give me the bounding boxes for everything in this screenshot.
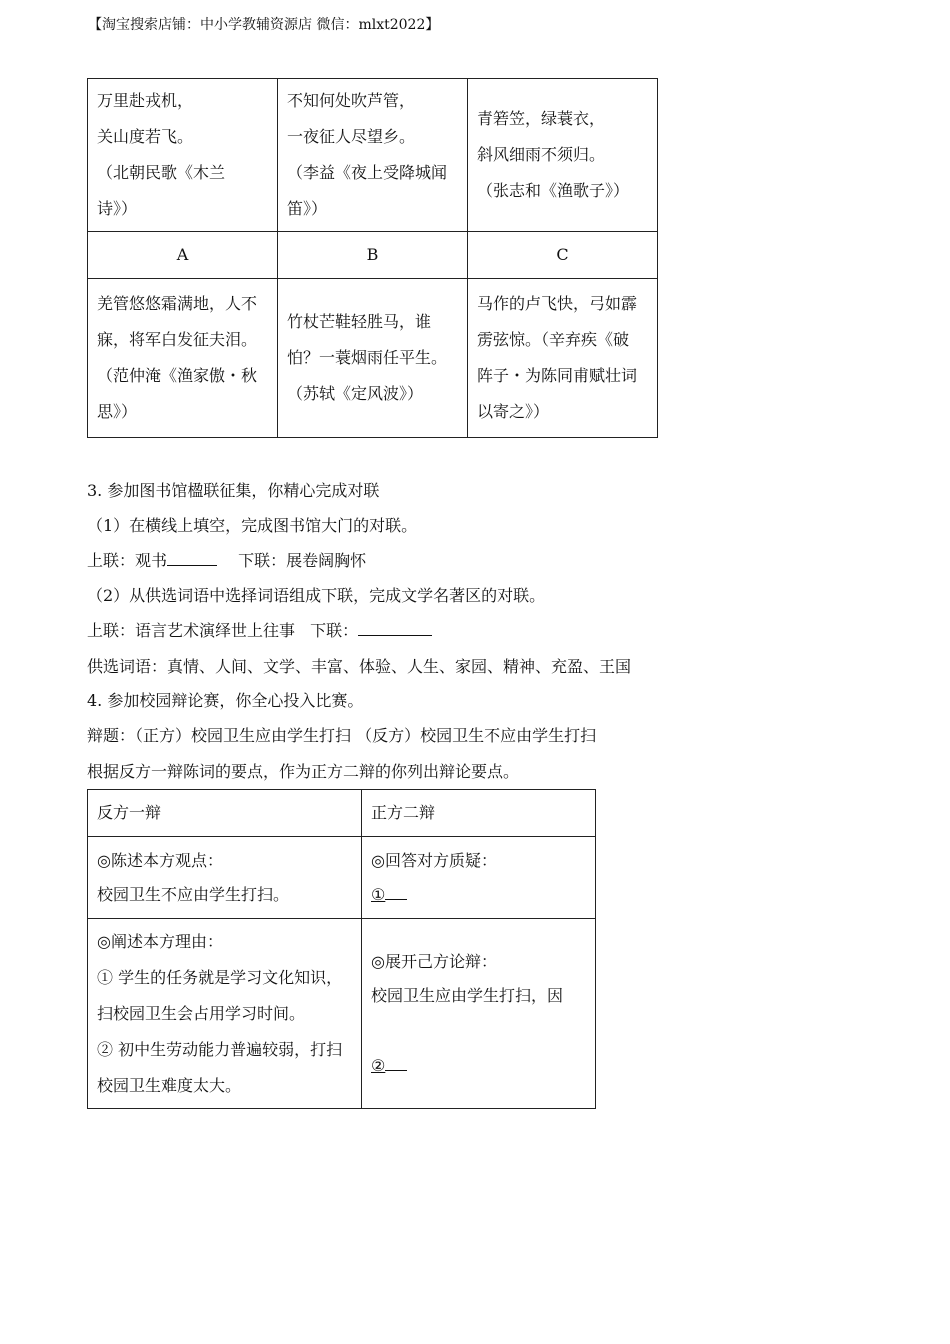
poem-cell-d <box>88 279 278 438</box>
debate-table <box>87 789 596 1109</box>
cell-line: 校园卫生应由学生打扫，因 <box>371 985 564 1005</box>
poem-line: 雳弦惊。（辛弃疾《破 <box>477 330 630 349</box>
lower-couplet: 下联：展卷阔胸怀 <box>238 551 367 570</box>
poem-cell-c <box>468 79 658 232</box>
poem-cell-b <box>278 79 468 232</box>
header-banner: 【淘宝搜索店铺：中小学教辅资源店 微信：mlxt2022】 <box>88 17 440 33</box>
q3-part1-couplet <box>87 548 366 571</box>
q3-part1: （1）在横线上填空，完成图书馆大门的对联。 <box>87 516 418 535</box>
q3-part2: （2）从供选词语中选择词语组成下联，完成文学名著区的对联。 <box>87 586 546 605</box>
cell-line: ◎阐述本方理由： <box>97 931 223 951</box>
poem-cell-e <box>278 279 468 438</box>
cell-line: ◎陈述本方观点： <box>97 850 223 870</box>
poem-line: 羌管悠悠霜满地，人不 <box>97 294 258 313</box>
couplet-blank[interactable] <box>358 621 432 636</box>
poem-cell-a <box>88 79 278 232</box>
cell-line: 校园卫生不应由学生打扫。 <box>97 884 290 904</box>
answer-blank-2[interactable]: ② <box>371 1049 586 1083</box>
answer-blank-1[interactable]: ① <box>371 878 586 912</box>
poem-line: 不知何处吹芦管， <box>287 91 416 110</box>
poem-source: （范仲淹《渔家傲・秋 <box>97 366 258 385</box>
poem-source: 诗》） <box>97 199 138 218</box>
cell-line: 扫校园卫生会占用学习时间。 <box>97 1003 306 1023</box>
label-b: B <box>278 232 468 279</box>
couplet-blank[interactable] <box>167 551 217 566</box>
debate-header-right: 正方二辩 <box>362 790 596 837</box>
label-a: A <box>88 232 278 279</box>
cell-line: 校园卫生难度太大。 <box>97 1075 242 1095</box>
poem-line: 竹杖芒鞋轻胜马，谁 <box>287 312 432 331</box>
poem-line: 万里赴戎机， <box>97 91 194 110</box>
cell-line: ◎回答对方质疑： <box>371 850 497 870</box>
poem-line: 马作的卢飞快，弓如霹 <box>477 294 638 313</box>
poem-source: （北朝民歌《木兰 <box>97 163 226 182</box>
q4-topic: 辩题：（正方）校园卫生应由学生打扫 （反方）校园卫生不应由学生打扫 <box>87 726 597 745</box>
poem-line: 斜风细雨不须归。 <box>477 145 606 164</box>
poem-line: 青箬笠，绿蓑衣， <box>477 109 606 128</box>
debate-answer-cell <box>362 919 596 1109</box>
cell-line: ② 初中生劳动能力普遍较弱，打扫 <box>97 1039 343 1059</box>
poem-line: 寐，将军白发征夫泪。 <box>97 330 258 349</box>
label-c: C <box>468 232 658 279</box>
poem-source: （苏轼《定风波》） <box>287 384 424 403</box>
q4-instruction: 根据反方一辩陈词的要点，作为正方二辩的你列出辩论要点。 <box>87 762 520 781</box>
poem-source: （张志和《渔歌子》） <box>477 181 630 200</box>
poem-line: 一夜征人尽望乡。 <box>287 127 416 146</box>
poem-source: 笛》） <box>287 199 328 218</box>
q3-word-list: 供选词语：真情、人间、文学、丰富、体验、人生、家园、精神、充盈、王国 <box>87 657 632 676</box>
q3-part2-couplet <box>87 618 432 641</box>
cell-line: ◎展开己方论辩： <box>371 951 497 971</box>
upper-couplet: 上联：语言艺术演绎世上往事 <box>87 621 296 640</box>
poem-source: （李益《夜上受降城闻 <box>287 163 448 182</box>
q4-title: 4. 参加校园辩论赛，你全心投入比赛。 <box>87 691 364 710</box>
lower-couplet: 下联： <box>310 621 359 640</box>
poem-source: 以寄之》） <box>477 402 550 421</box>
debate-header-left: 反方一辩 <box>88 790 362 837</box>
upper-couplet: 上联：观书 <box>87 551 168 570</box>
poem-table <box>87 78 658 438</box>
poem-source: 阵子・为陈同甫赋壮词 <box>477 366 638 385</box>
poem-line: 关山度若飞。 <box>97 127 194 146</box>
poem-source: 思》） <box>97 402 138 421</box>
poem-line: 怕？一蓑烟雨任平生。 <box>287 348 448 367</box>
debate-answer-cell <box>362 837 596 919</box>
q3-title: 3. 参加图书馆楹联征集，你精心完成对联 <box>87 481 380 500</box>
debate-cell <box>88 919 362 1109</box>
poem-cell-f <box>468 279 658 438</box>
debate-cell <box>88 837 362 919</box>
cell-line: ① 学生的任务就是学习文化知识， <box>97 967 343 987</box>
